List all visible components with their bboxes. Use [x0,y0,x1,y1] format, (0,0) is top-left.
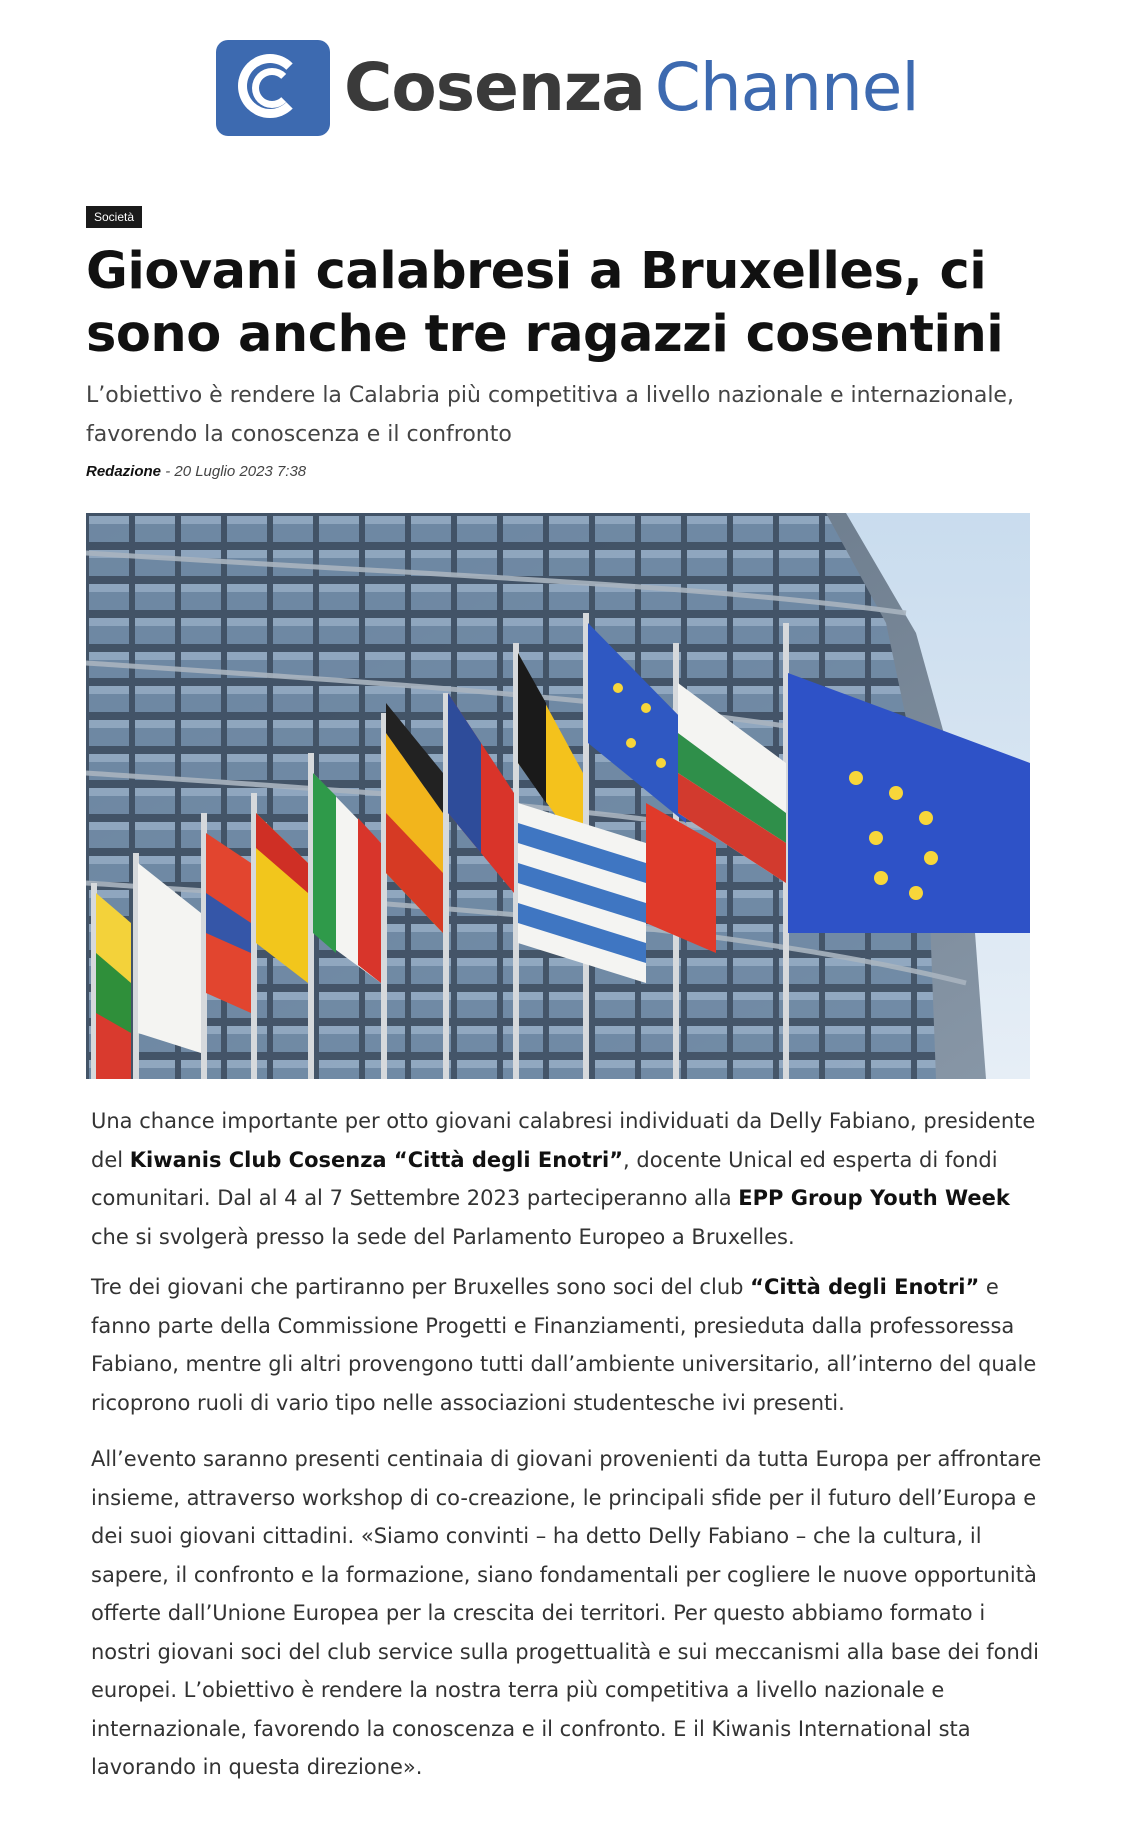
paragraph-text: Tre dei giovani che partiranno per Bruxelles sono soci del club [91,1275,751,1299]
article-paragraph-1 [91,1102,1051,1256]
author-link[interactable]: Redazione [86,463,162,480]
article-paragraph-2 [91,1268,1051,1422]
c-logo-icon [216,40,330,136]
article-subtitle: L’obiettivo è rendere la Calabria più competitiva a livello nazionale e internazionale, favorendo la conoscenza e il confronto [86,383,1014,447]
site-name-part2: Channel [654,49,919,126]
site-name [344,49,919,126]
paragraph-bold-text: “Città degli Enotri” [750,1275,980,1299]
site-logo[interactable] [216,40,919,136]
paragraph-text: e fanno parte della Commissione Progetti e Finanziamenti, presieduta dalla professoressa Fabiano, mentre gli altri provengono tutti dall’ambiente universitario, all’interno del quale ricoprono ruoli di vario tipo nelle associazioni studentesche ivi presenti. [91,1275,1037,1415]
paragraph-text: che si svolgerà presso la sede del Parlamento Europeo a Bruxelles. [91,1224,795,1249]
article-hero-image [86,513,1030,1079]
paragraph-text: , docente Unical ed esperta di fondi comunitari. Dal al 4 al 7 Settembre 2023 parteciperanno alla [91,1147,998,1210]
article-paragraph-3: All’evento saranno presenti centinaia di giovani provenienti da tutta Europa per affrontare insieme, attraverso workshop di co-creazione, le principali sfide per il futuro dell’Europa e dei suoi giovani cittadini. «Siamo convinti – ha detto Delly Fabiano – che la cultura, il sapere, il confronto e la formazione, siano fondamentali per cogliere le nuove opportunità offerte dall’Unione Europea per la crescita dei territori. Per questo abbiamo formato i nostri giovani soci del club service sulla progettualità e sui meccanismi alla base dei fondi europei. L’obiettivo è rendere la nostra terra più competitiva a livello nazionale e internazionale, favorendo la conoscenza e il confronto. E il Kiwanis International sta lavorando in questa direzione». [91,1447,1042,1779]
paragraph-bold-text: Kiwanis Club Cosenza “Città degli Enotri” [129,1147,624,1172]
category-badge[interactable]: Società [86,206,142,228]
site-name-part1: Cosenza [344,49,645,126]
article-title: Giovani calabresi a Bruxelles, ci sono anche tre ragazzi cosentini [86,242,1004,364]
paragraph-bold-text: EPP Group Youth Week [738,1186,1010,1210]
publish-date: - 20 Luglio 2023 7:38 [165,463,307,480]
article-byline [86,463,306,480]
paragraph-text: Una chance importante per otto giovani calabresi individuati da Delly Fabiano, presidente del [91,1109,1036,1172]
